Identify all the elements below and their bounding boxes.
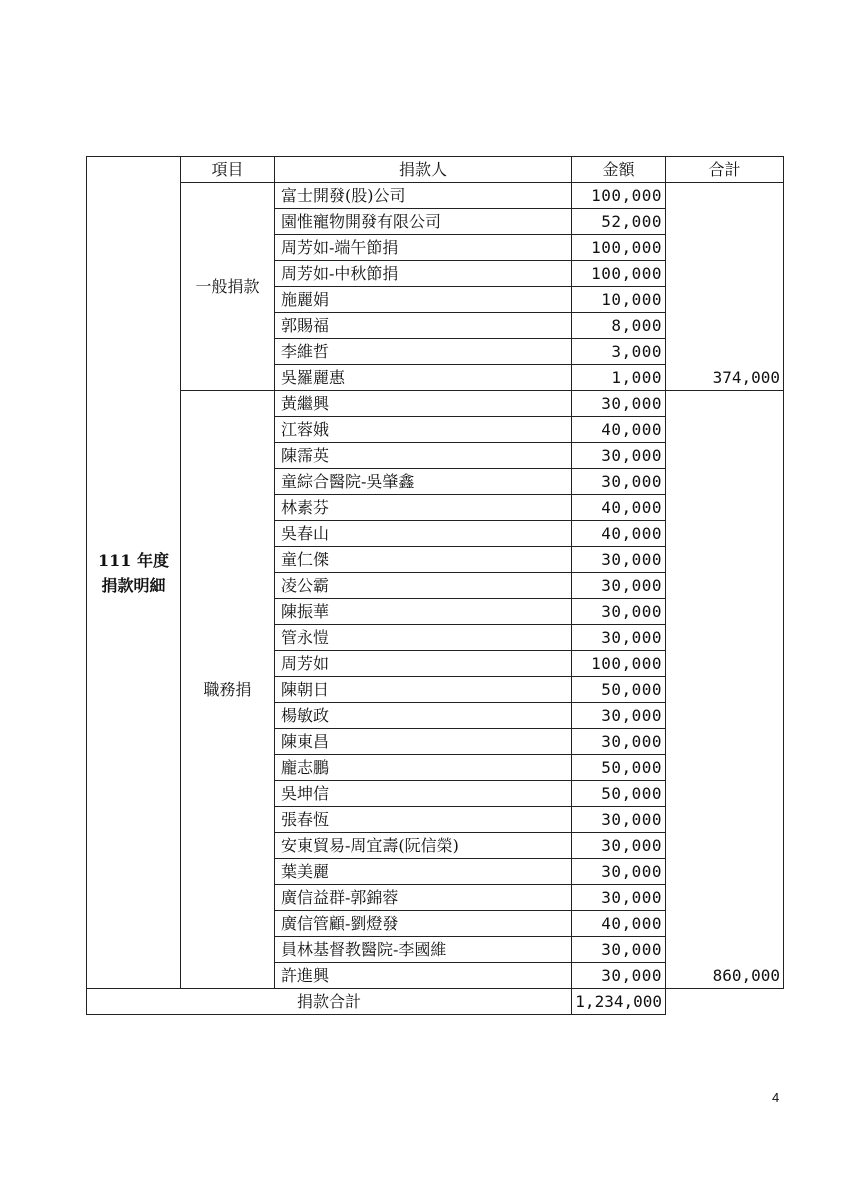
donor-name: 廣信管顧-劉燈發 bbox=[275, 911, 572, 937]
donation-amount: 30,000 bbox=[572, 391, 666, 417]
donor-name: 員林基督教醫院-李國維 bbox=[275, 937, 572, 963]
donation-amount: 30,000 bbox=[572, 729, 666, 755]
title-year: 111 年度 bbox=[98, 550, 169, 570]
table-title bbox=[87, 157, 181, 989]
donor-name: 周芳如-端午節捐 bbox=[275, 235, 572, 261]
total-value: 1,234,000 bbox=[572, 989, 666, 1015]
donation-amount: 30,000 bbox=[572, 547, 666, 573]
donor-name: 陳霈英 bbox=[275, 443, 572, 469]
total-row bbox=[87, 989, 784, 1015]
donor-name: 葉美麗 bbox=[275, 859, 572, 885]
table-row bbox=[87, 391, 784, 417]
subtotal-general: 374,000 bbox=[666, 183, 784, 391]
header-item: 項目 bbox=[181, 157, 275, 183]
donation-amount: 100,000 bbox=[572, 183, 666, 209]
donation-amount: 52,000 bbox=[572, 209, 666, 235]
donation-amount: 30,000 bbox=[572, 469, 666, 495]
donation-amount: 30,000 bbox=[572, 963, 666, 989]
subtotal-duty: 860,000 bbox=[666, 391, 784, 989]
donor-name: 廣信益群-郭錦蓉 bbox=[275, 885, 572, 911]
donation-amount: 1,000 bbox=[572, 365, 666, 391]
donor-name: 江蓉娥 bbox=[275, 417, 572, 443]
donation-amount: 30,000 bbox=[572, 859, 666, 885]
donor-name: 陳振華 bbox=[275, 599, 572, 625]
donor-name: 吳春山 bbox=[275, 521, 572, 547]
donor-name: 童綜合醫院-吳肇鑫 bbox=[275, 469, 572, 495]
donation-amount: 40,000 bbox=[572, 495, 666, 521]
donation-amount: 30,000 bbox=[572, 833, 666, 859]
donation-amount: 30,000 bbox=[572, 703, 666, 729]
donor-name: 富士開發(股)公司 bbox=[275, 183, 572, 209]
donation-amount: 50,000 bbox=[572, 677, 666, 703]
header-amount: 金額 bbox=[572, 157, 666, 183]
category-general: 一般捐款 bbox=[181, 183, 275, 391]
donation-amount: 40,000 bbox=[572, 417, 666, 443]
donor-name: 周芳如 bbox=[275, 651, 572, 677]
donation-amount: 3,000 bbox=[572, 339, 666, 365]
donor-name: 林素芬 bbox=[275, 495, 572, 521]
donation-table bbox=[86, 156, 784, 1015]
donor-name: 郭賜福 bbox=[275, 313, 572, 339]
donor-name: 張春恆 bbox=[275, 807, 572, 833]
donor-name: 安東貿易-周宜壽(阮信榮) bbox=[275, 833, 572, 859]
donation-amount: 40,000 bbox=[572, 911, 666, 937]
donor-name: 童仁傑 bbox=[275, 547, 572, 573]
donor-name: 園惟寵物開發有限公司 bbox=[275, 209, 572, 235]
category-duty: 職務捐 bbox=[181, 391, 275, 989]
header-row bbox=[87, 157, 784, 183]
donation-amount: 30,000 bbox=[572, 625, 666, 651]
donor-name: 周芳如-中秋節捐 bbox=[275, 261, 572, 287]
donor-name: 凌公霸 bbox=[275, 573, 572, 599]
donor-name: 許進興 bbox=[275, 963, 572, 989]
donor-name: 楊敏政 bbox=[275, 703, 572, 729]
donor-name: 李維哲 bbox=[275, 339, 572, 365]
donor-name: 吳坤信 bbox=[275, 781, 572, 807]
donor-name: 陳東昌 bbox=[275, 729, 572, 755]
donation-amount: 30,000 bbox=[572, 885, 666, 911]
donation-amount: 8,000 bbox=[572, 313, 666, 339]
donation-amount: 50,000 bbox=[572, 755, 666, 781]
donation-amount: 30,000 bbox=[572, 937, 666, 963]
total-label: 捐款合計 bbox=[87, 989, 572, 1015]
donation-amount: 100,000 bbox=[572, 651, 666, 677]
header-donor: 捐款人 bbox=[275, 157, 572, 183]
donor-name: 黃繼興 bbox=[275, 391, 572, 417]
donation-amount: 100,000 bbox=[572, 261, 666, 287]
donor-name: 陳朝日 bbox=[275, 677, 572, 703]
donation-amount: 30,000 bbox=[572, 443, 666, 469]
page-number: 4 bbox=[772, 1090, 780, 1105]
donation-amount: 10,000 bbox=[572, 287, 666, 313]
donation-amount: 30,000 bbox=[572, 807, 666, 833]
title-subject: 捐款明細 bbox=[101, 575, 166, 595]
donor-name: 管永愷 bbox=[275, 625, 572, 651]
donor-name: 施麗娟 bbox=[275, 287, 572, 313]
donation-amount: 30,000 bbox=[572, 573, 666, 599]
donation-amount: 30,000 bbox=[572, 599, 666, 625]
donor-name: 吳羅麗惠 bbox=[275, 365, 572, 391]
donation-amount: 100,000 bbox=[572, 235, 666, 261]
donor-name: 龐志鵬 bbox=[275, 755, 572, 781]
donation-amount: 50,000 bbox=[572, 781, 666, 807]
table-row bbox=[87, 183, 784, 209]
donation-amount: 40,000 bbox=[572, 521, 666, 547]
header-subtotal: 合計 bbox=[666, 157, 784, 183]
